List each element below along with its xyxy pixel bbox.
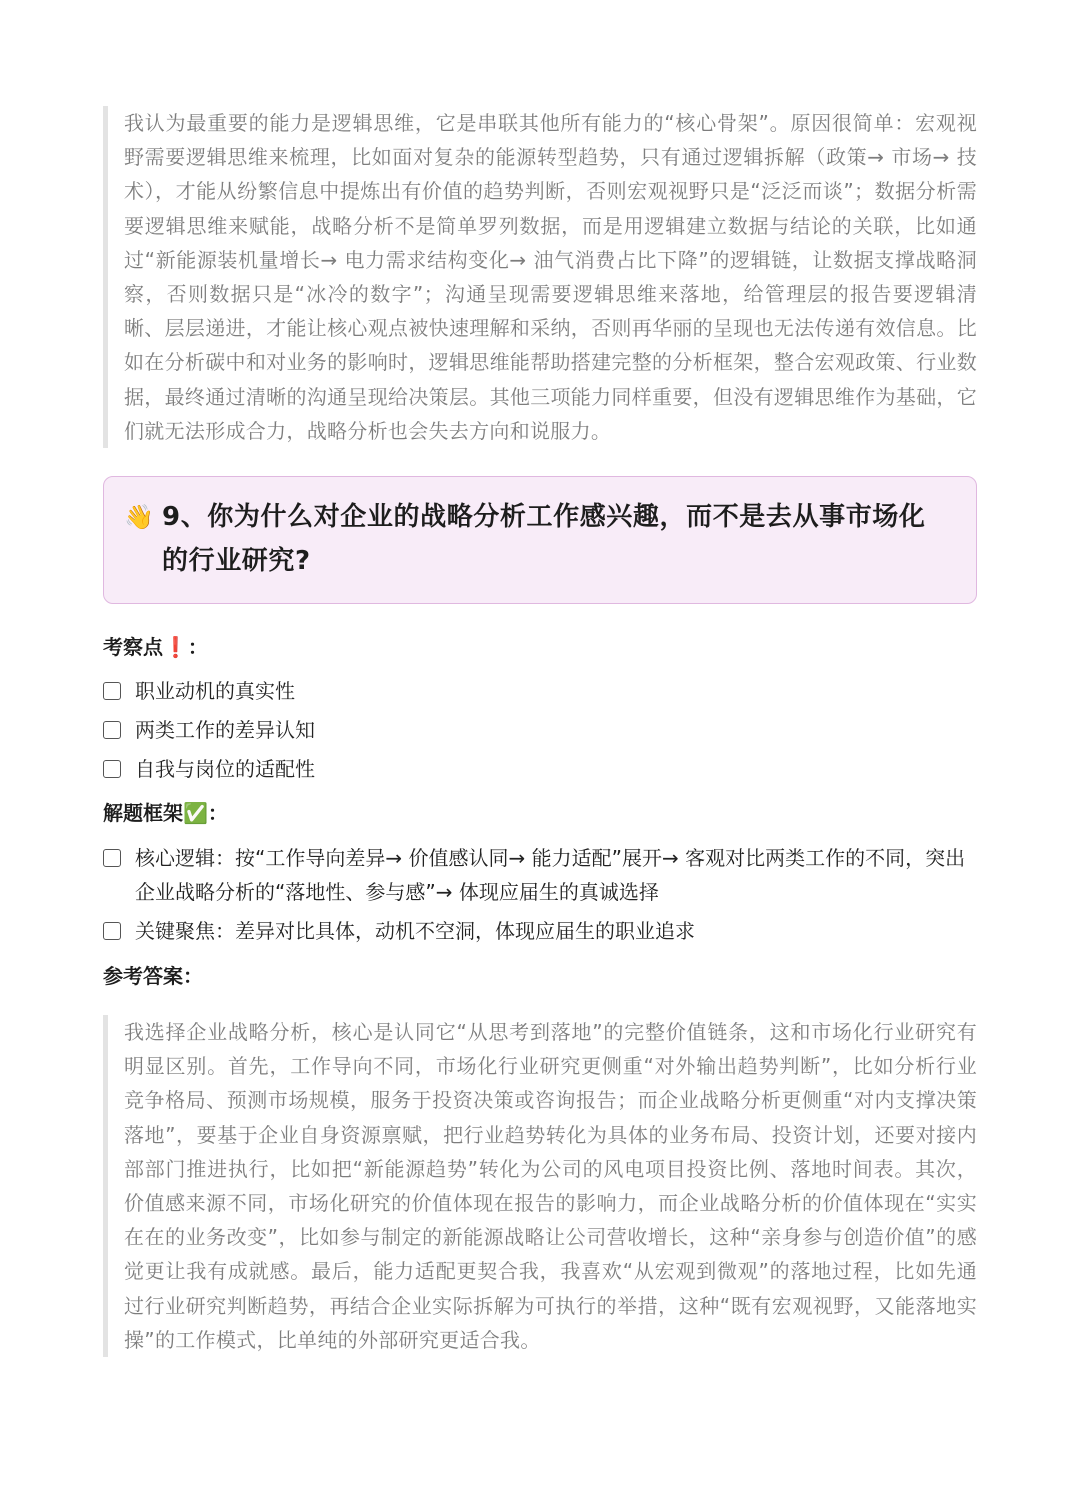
previous-answer-quote <box>103 106 977 448</box>
checkbox[interactable] <box>103 682 121 700</box>
waving-hand-icon: 👋 <box>124 503 154 532</box>
exclamation-icon: ❗ <box>163 635 188 660</box>
checkbox[interactable] <box>103 721 121 739</box>
assessment-colon: ： <box>187 635 208 660</box>
list-item <box>103 914 977 948</box>
list-item <box>103 841 977 909</box>
reference-heading: 参考答案： <box>103 964 203 989</box>
list-item <box>103 674 977 708</box>
document-page <box>103 106 977 1357</box>
previous-answer-text: 我认为最重要的能力是逻辑思维，它是串联其他所有能力的“核心骨架”。原因很简单：宏观视野需要逻辑思维来梳理，比如面对复杂的能源转型趋势，只有通过逻辑拆解（政策→ 市场→ 技术），才能从纷繁信息中提炼出有价值的趋势判断，否则宏观视野只是“泛泛而谈”；数据分析需要逻辑思维来赋能，战略分析不是简单罗列数据，而是用逻辑建立数据与结论的关联，比如通过“新能源装机量增长→ 电力需求结构变化→ 油气消费占比下降”的逻辑链，让数据支撑战略洞察，否则数据只是“冰冷的数字”；沟通呈现需要逻辑思维来落地，给管理层的报告要逻辑清晰、层层递进，才能让核心观点被快速理解和采纳，否则再华丽的呈现也无法传递有效信息。比如在分析碳中和对业务的影响时，逻辑思维能帮助搭建完整的分析框架，整合宏观政策、行业数据，最终通过清晰的沟通呈现给决策层。其他三项能力同样重要，但没有逻辑思维作为基础，它们就无法形成合力，战略分析也会失去方向和说服力。 <box>124 111 977 443</box>
assessment-heading <box>103 632 977 662</box>
framework-list <box>103 841 977 948</box>
checkbox[interactable] <box>103 922 121 940</box>
list-item-text: 关键聚焦：差异对比具体，动机不空洞，体现应届生的职业追求 <box>135 919 695 944</box>
check-mark-icon: ✅ <box>183 801 208 826</box>
list-item-text: 职业动机的真实性 <box>135 679 295 704</box>
list-item <box>103 713 977 747</box>
list-item-text: 自我与岗位的适配性 <box>135 757 315 782</box>
framework-colon: ： <box>207 801 228 826</box>
checkbox[interactable] <box>103 760 121 778</box>
reference-answer-text: 我选择企业战略分析，核心是认同它“从思考到落地”的完整价值链条，这和市场化行业研究有明显区别。首先，工作导向不同，市场化行业研究更侧重“对外输出趋势判断”，比如分析行业竞争格局、预测市场规模，服务于投资决策或咨询报告；而企业战略分析更侧重“对内支撑决策落地”，要基于企业自身资源禀赋，把行业趋势转化为具体的业务布局、投资计划，还要对接内部部门推进执行，比如把“新能源趋势”转化为公司的风电项目投资比例、落地时间表。其次，价值感来源不同，市场化研究的价值体现在报告的影响力，而企业战略分析的价值体现在“实实在在的业务改变”，比如参与制定的新能源战略让公司营收增长，这种“亲身参与创造价值”的感觉更让我有成就感。最后，能力适配更契合我，我喜欢“从宏观到微观”的落地过程，比如先通过行业研究判断趋势，再结合企业实际拆解为可执行的举措，这种“既有宏观视野，又能落地实操”的工作模式，比单纯的外部研究更适合我。 <box>124 1020 977 1352</box>
question-callout <box>103 476 977 604</box>
assessment-label: 考察点 <box>103 635 163 660</box>
list-item-text: 核心逻辑：按“工作导向差异→ 价值感认同→ 能力适配”展开→ 客观对比两类工作的不同，突出企业战略分析的“落地性、参与感”→ 体现应届生的真诚选择 <box>135 846 966 905</box>
framework-label: 解题框架 <box>103 801 183 826</box>
checkbox[interactable] <box>103 849 121 867</box>
question-title: 9、你为什么对企业的战略分析工作感兴趣，而不是去从事市场化的行业研究? <box>162 502 926 577</box>
assessment-list <box>103 674 977 786</box>
list-item <box>103 752 977 786</box>
framework-heading <box>103 798 977 828</box>
reference-answer-quote <box>103 1015 977 1357</box>
list-item-text: 两类工作的差异认知 <box>135 718 315 743</box>
